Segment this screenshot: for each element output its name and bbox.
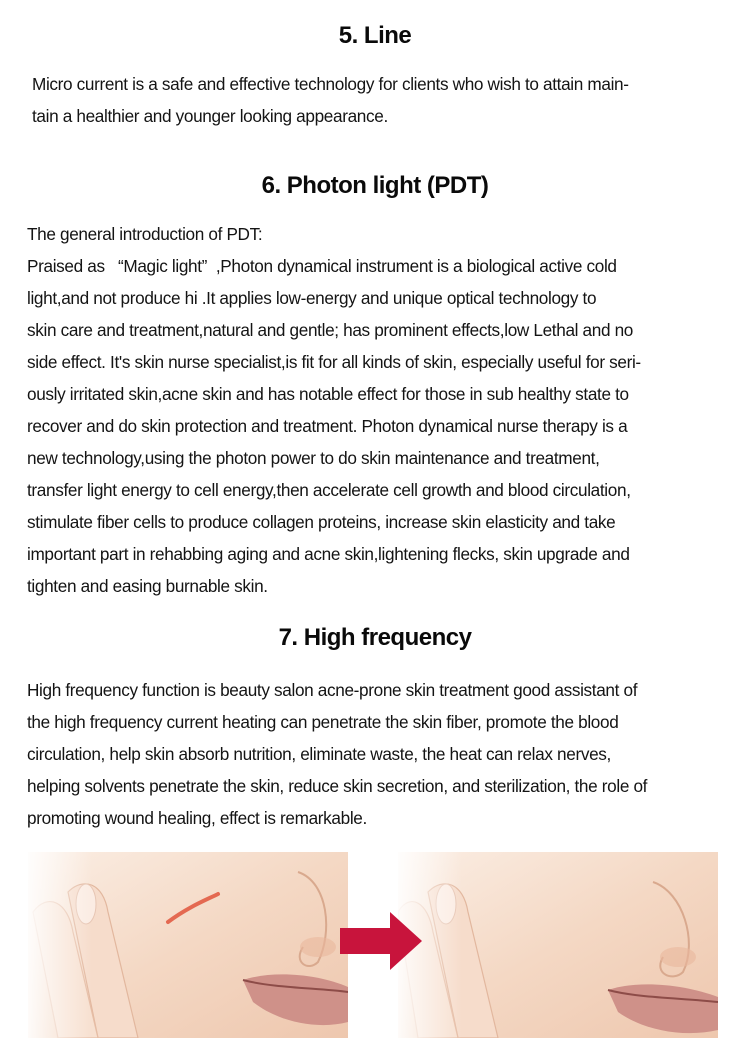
text-line: Micro current is a safe and effective technology for clients who wish to attain main- [32,74,629,94]
text-line: the high frequency current heating can penetrate the skin fiber, promote the blood [27,712,619,732]
right-arrow-icon [340,912,422,970]
section-body-line [32,68,629,132]
text-line: side effect. It's skin nurse specialist,is fit for all kinds of skin, especially useful for seri- [27,352,641,372]
text-line: important part in rehabbing aging and acne skin,lightening flecks, skin upgrade and [27,544,630,564]
section-body-photon-light [27,218,641,602]
face-with-scar-image [28,852,348,1038]
text-line: new technology,using the photon power to do skin maintenance and treatment, [27,448,600,468]
text-line: circulation, help skin absorb nutrition, eliminate waste, the heat can relax nerves, [27,744,611,764]
text-line: ously irritated skin,acne skin and has notable effect for those in sub healthy state to [27,384,629,404]
text-line: High frequency function is beauty salon acne-prone skin treatment good assistant of [27,680,638,700]
text-line: stimulate fiber cells to produce collagen proteins, increase skin elasticity and take [27,512,616,532]
text-line: skin care and treatment,natural and gentle; has prominent effects,low Lethal and no [27,320,634,340]
text-line: light,and not produce hi .It applies low-energy and unique optical technology to [27,288,597,308]
text-line: transfer light energy to cell energy,then accelerate cell growth and blood circulation, [27,480,631,500]
text-line: recover and do skin protection and treatment. Photon dynamical nurse therapy is a [27,416,628,436]
text-line: promoting wound healing, effect is remarkable. [27,808,367,828]
text-line: tain a healthier and younger looking appearance. [32,106,388,126]
section-title-photon-light: 6. Photon light (PDT) [261,172,489,199]
face-healed-image [398,852,718,1038]
text-line: tighten and easing burnable skin. [27,576,268,596]
section-title-line: 5. Line [338,22,412,49]
text-line: Praised as “Magic light” ,Photon dynamical instrument is a biological active cold [27,256,617,276]
text-line: The general introduction of PDT: [27,224,263,244]
after-photo-face-healed [398,852,718,1038]
before-photo-face-with-scar [28,852,348,1038]
section-title-high-frequency: 7. High frequency [278,624,472,651]
text-line: helping solvents penetrate the skin, reduce skin secretion, and sterilization, the role of [27,776,648,796]
section-body-high-frequency [27,674,647,834]
